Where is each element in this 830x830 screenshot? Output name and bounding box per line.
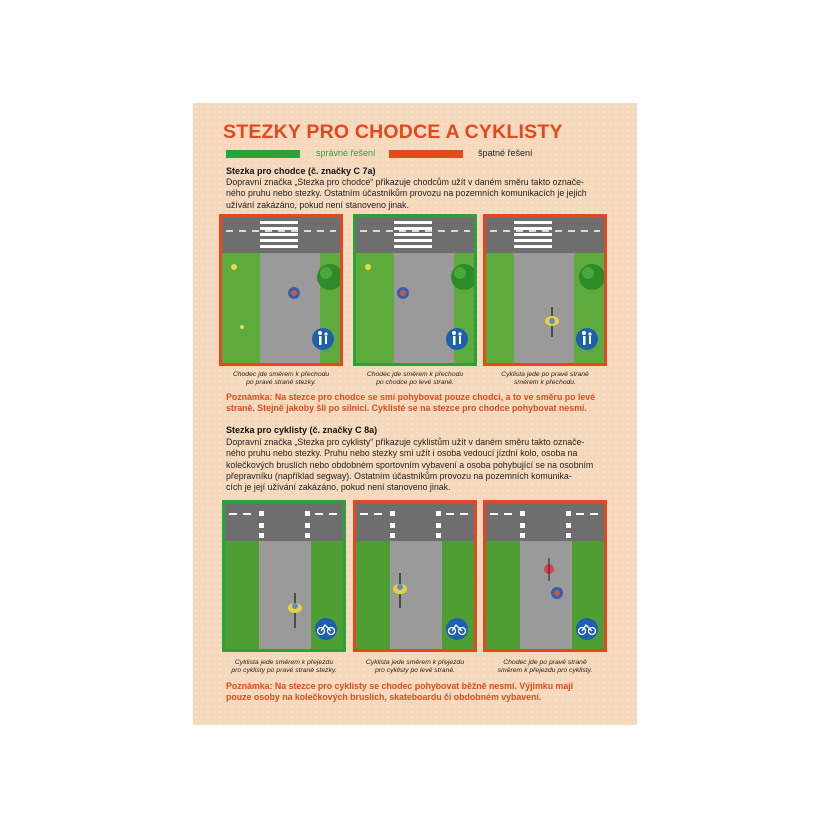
- panel-pedestrian-1: [219, 214, 343, 366]
- caption-line: po chodce po levé straně.: [376, 379, 454, 387]
- caption-pedestrian-3: [483, 371, 607, 387]
- info-sheet: [193, 103, 637, 725]
- caption-line: Chodec jde po pravé straně: [503, 659, 587, 666]
- note-cyclist: [226, 681, 608, 704]
- pedestrian-path-sign: [576, 328, 598, 350]
- caption-line: pro cyklisty po levé straně.: [374, 667, 456, 675]
- text-line: ného pruhu nebo stezky. Pruhu nebo stezky smí užít i osoba vedoucí jízdní kolo, osoba na: [226, 448, 578, 459]
- section-heading-cyclist: Stezka pro cyklisty (č. značky C 8a): [226, 425, 378, 435]
- caption-cyclist-1: [222, 659, 346, 675]
- note-line: Poznámka: Na stezce pro cyklisty se chodec pohybovat běžně nesmí. Výjimku mají: [226, 681, 574, 691]
- panel-pedestrian-3: [483, 214, 607, 366]
- illustration-pedestrian-left-side: [356, 217, 474, 363]
- note-pedestrian: [226, 392, 608, 415]
- caption-cyclist-3: [483, 659, 607, 675]
- text-line: užívání zakázáno, pokud není stanoveno jinak.: [226, 199, 409, 210]
- text-line: ného pruhu nebo stezky. Ostatním účastníkům provozu na pozemních komunikacích je jejich: [226, 188, 587, 199]
- illustration-pedestrian-on-cycle-path: [486, 503, 604, 649]
- page-title: STEZKY PRO CHODCE A CYKLISTY: [223, 121, 563, 143]
- legend-correct-bar: [226, 150, 300, 158]
- caption-line: Chodec jde směrem k přechodu: [232, 371, 330, 378]
- note-line: straně. Stejně jakoby šli po silnici. Cyklisté se na stezce pro chodce pohybovat nesmí.: [226, 403, 587, 414]
- text-line: Dopravní značka „Stezka pro chodce“ přikazuje chodcům užít v daném směru takto označe-: [226, 177, 584, 187]
- caption-line: směrem k přechodu.: [514, 379, 576, 387]
- caption-line: Cyklista jede směrem k přejezdu: [234, 659, 334, 666]
- illustration-cyclist-right-side: [225, 503, 343, 649]
- section-heading-pedestrian: Stezka pro chodce (č. značky C 7a): [226, 166, 376, 176]
- note-line: Poznámka: Na stezce pro chodce se smí pohybovat pouze chodci, a to ve směru po levé: [226, 392, 596, 402]
- panel-cyclist-3: [483, 500, 607, 652]
- illustration-pedestrian-right-side: [222, 217, 340, 363]
- caption-cyclist-2: [353, 659, 477, 675]
- caption-line: směrem k přejezdu pro cyklisty.: [497, 667, 593, 675]
- text-line: přepravníku (například segway). Ostatním účastníkům provozu na pozemních komunika-: [226, 470, 572, 481]
- pedestrian-path-sign: [312, 328, 334, 350]
- panel-cyclist-1: [222, 500, 346, 652]
- caption-line: Chodec jde směrem k přechodu: [366, 371, 464, 378]
- note-line: pouze osoby na kolečkových bruslích, skateboardu či obdobném vybavení.: [226, 692, 542, 703]
- caption-line: po pravé straně stezky.: [246, 379, 316, 387]
- caption-line: Cyklista jede po pravé straně: [501, 371, 589, 378]
- legend-wrong-bar: [389, 150, 463, 158]
- caption-pedestrian-2: [353, 371, 477, 387]
- illustration-cyclist-left-side: [356, 503, 474, 649]
- caption-line: pro cyklisty po pravé straně stezky.: [231, 667, 337, 675]
- panel-cyclist-2: [353, 500, 477, 652]
- caption-pedestrian-1: [219, 371, 343, 387]
- legend-correct-label: správné řešení: [316, 148, 376, 158]
- illustration-cyclist-on-pedestrian-path: [486, 217, 604, 363]
- legend-wrong-label: špatné řešení: [478, 148, 533, 158]
- text-line: cích je její užívání zakázáno, pokud není stanoveno jinak.: [226, 482, 451, 493]
- panel-pedestrian-2: [353, 214, 477, 366]
- caption-line: Cyklista jede směrem k přejezdu: [365, 659, 465, 666]
- text-line: kolečkových bruslích nebo obdobném sportovním vybavení a osoba pohybující se na osobním: [226, 459, 594, 470]
- text-line: Dopravní značka „Stezka pro cyklisty“ přikazuje cyklistům užít v daném směru takto označe-: [226, 437, 585, 447]
- pedestrian-path-sign: [446, 328, 468, 350]
- section-text-cyclist: [226, 437, 604, 493]
- section-text-pedestrian: [226, 177, 604, 211]
